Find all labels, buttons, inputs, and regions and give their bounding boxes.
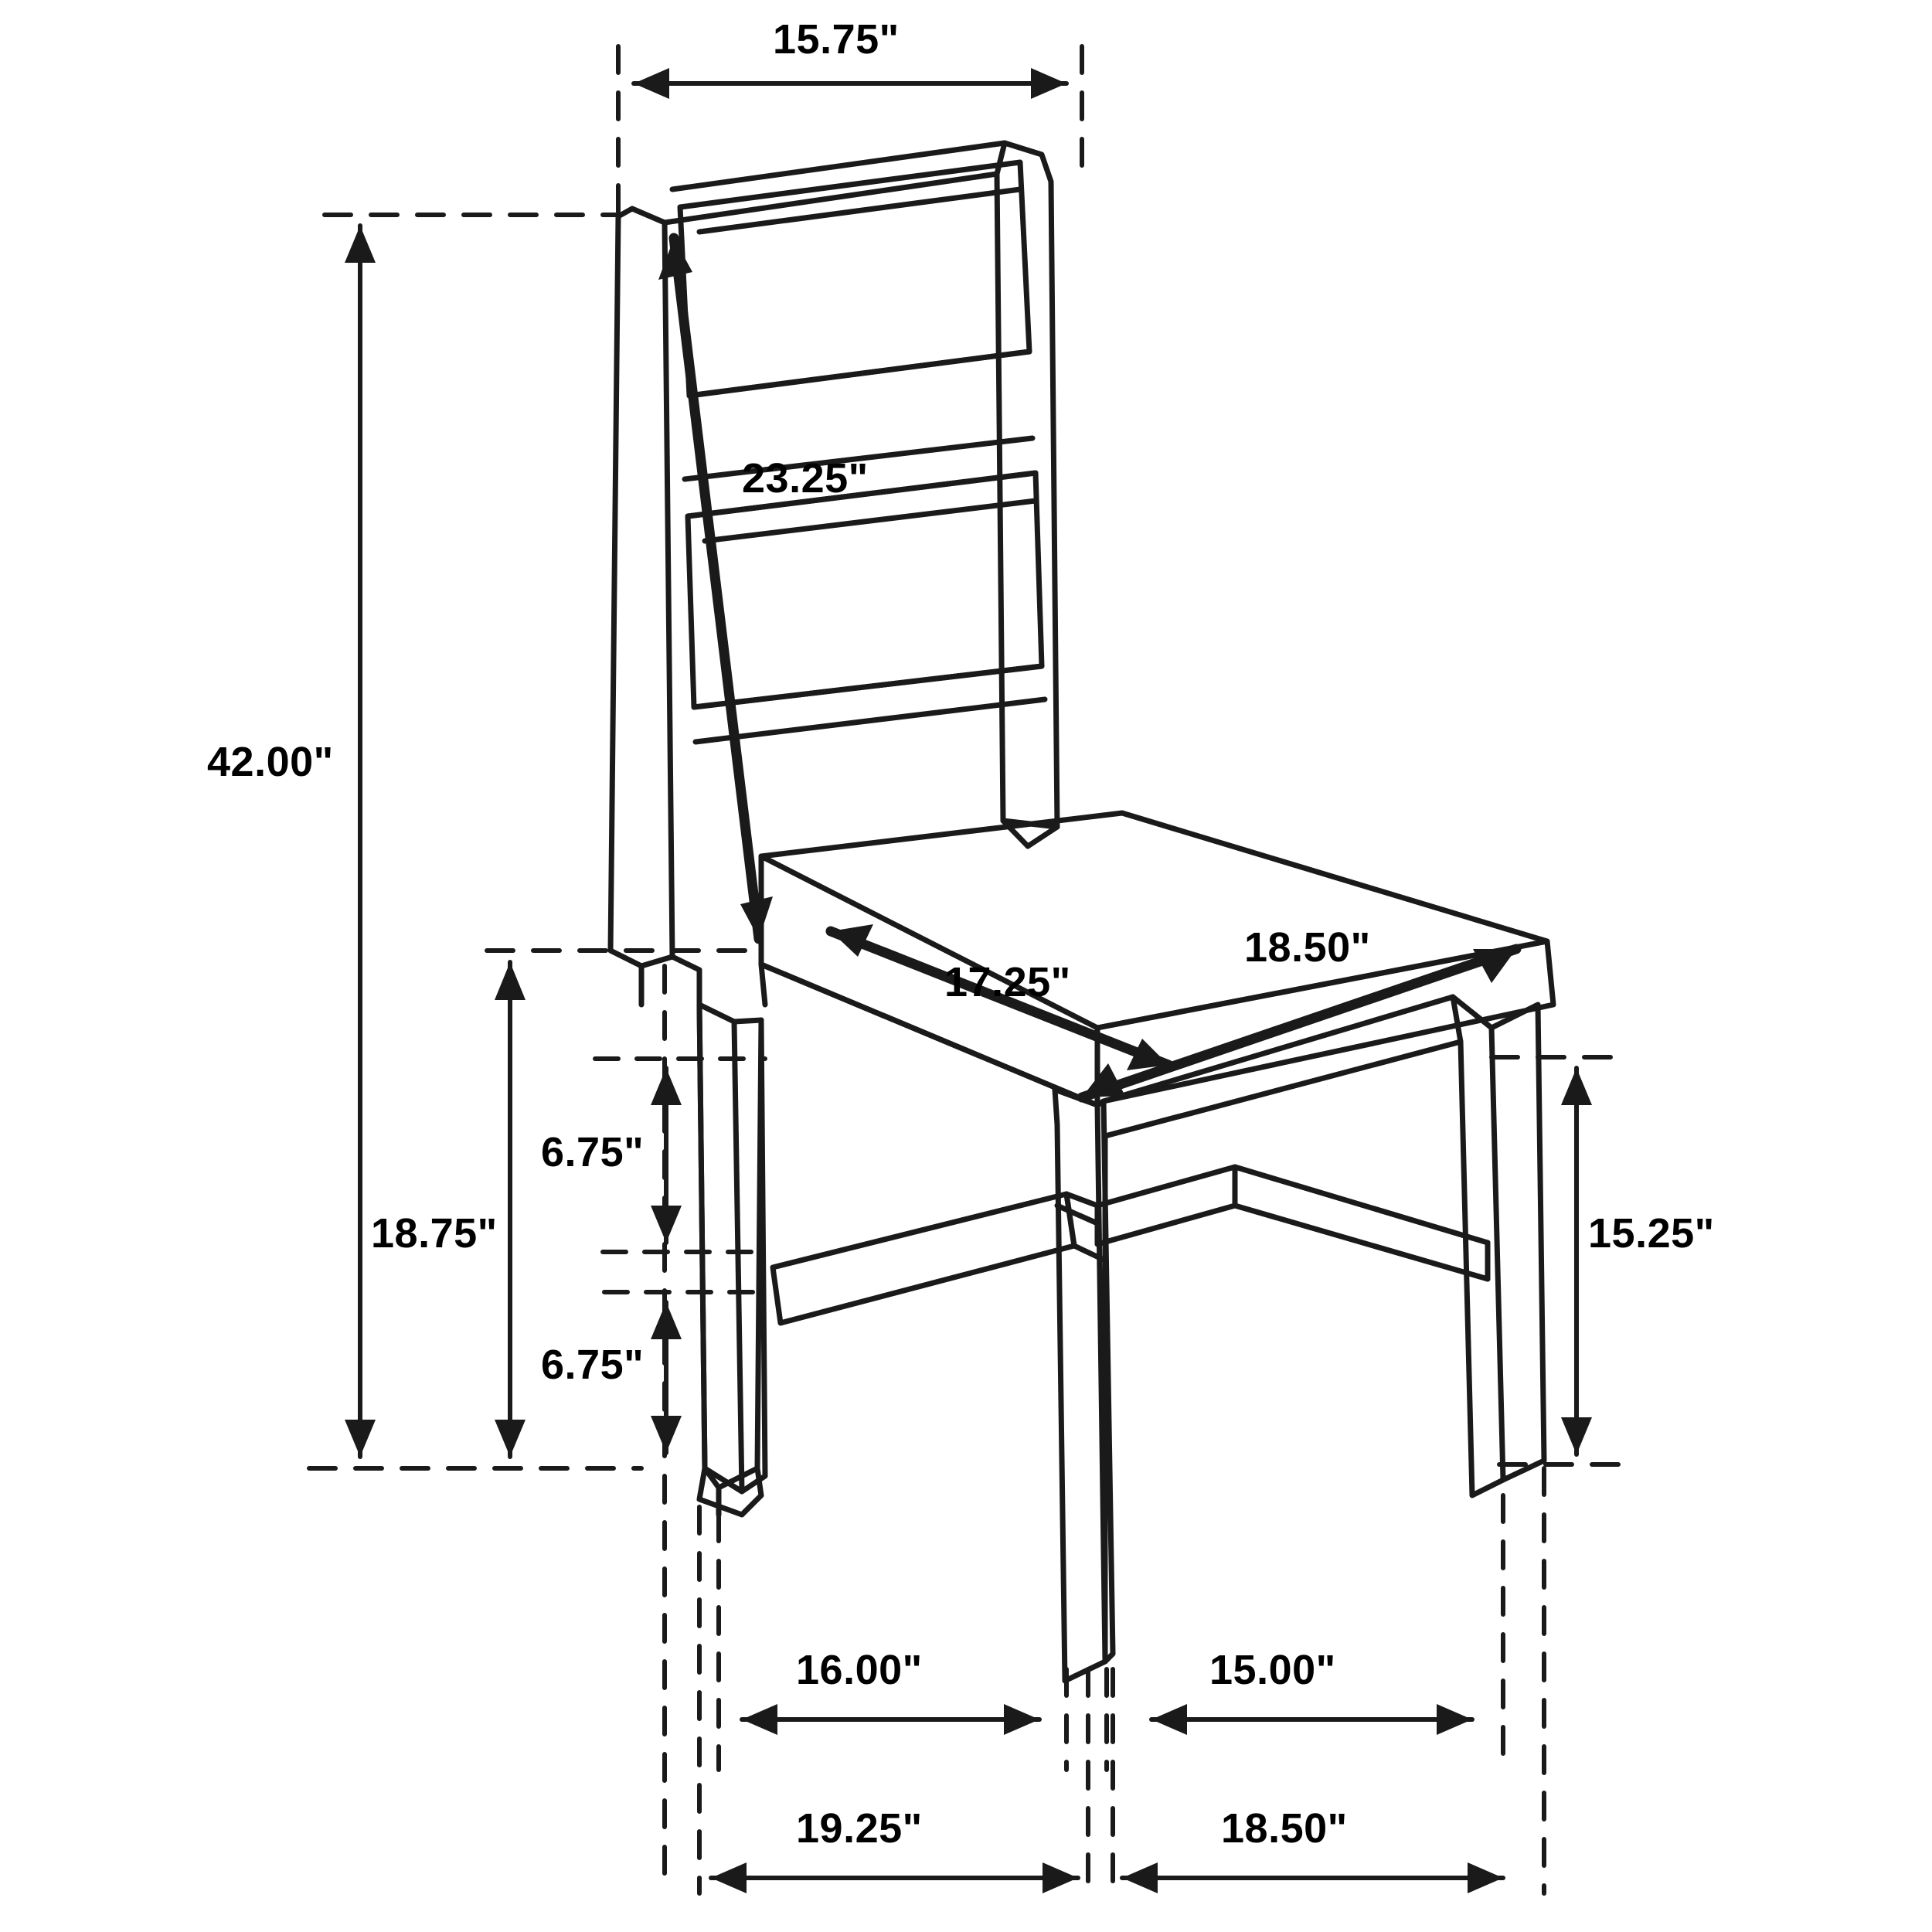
dimension-label-front-overall: 19.25" [796,1805,923,1852]
dimension-label-upper-stretcher: 6.75" [541,1129,645,1175]
dimension-label-seat-depth: 17.25" [944,959,1071,1005]
dimension-label-front-leg-span: 16.00" [796,1647,923,1693]
dimension-label-back-height: 23.25" [742,455,869,502]
dimension-label-seat-width: 18.50" [1244,924,1371,971]
dimension-label-side-seat-height: 15.25" [1588,1210,1715,1257]
dimension-label-overall-height: 42.00" [207,739,334,785]
dimension-label-side-overall: 18.50" [1221,1805,1348,1852]
dimension-label-back-width: 15.75" [773,16,900,63]
dimension-label-seat-height: 18.75" [371,1210,498,1257]
dimension-label-lower-stretcher: 6.75" [541,1342,645,1388]
dimension-label-side-leg-span: 15.00" [1209,1647,1336,1693]
